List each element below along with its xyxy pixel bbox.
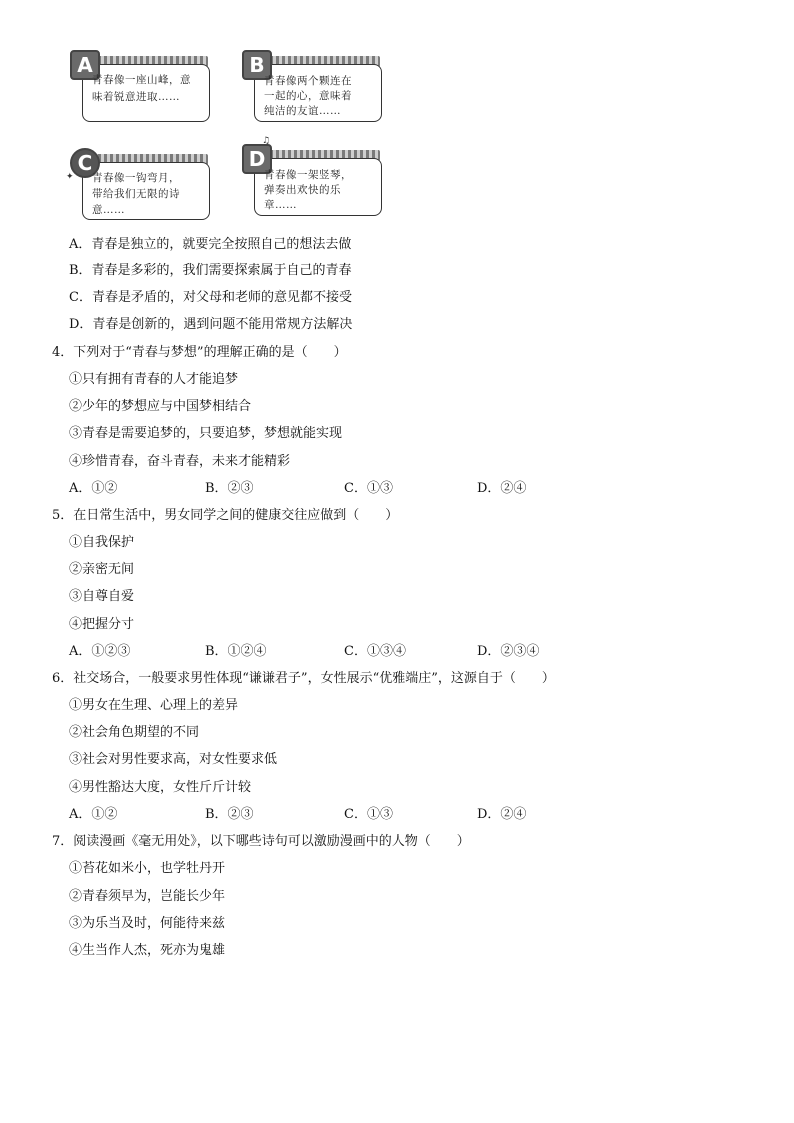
q6-choice-a: A．①②	[69, 807, 118, 822]
q4-choice-b: B．②③	[205, 481, 254, 496]
q5-item: ①自我保护	[69, 535, 135, 550]
q6-choice-c: C．①③	[344, 807, 393, 822]
q3-option-d: D．青春是创新的，遇到问题不能用常规方法解决	[69, 317, 353, 332]
q7-item: ④生当作人杰，死亦为鬼雄	[69, 943, 226, 958]
card-d	[242, 144, 382, 216]
q5-choice-a: A．①②③	[69, 644, 131, 659]
card-text: 青春像一座山峰，意味着锐意进取……	[92, 74, 191, 103]
q4-stem: 4．下列对于“青春与梦想”的理解正确的是（ ）	[52, 345, 347, 360]
card-letter: C	[70, 148, 100, 178]
q5-item: ④把握分寸	[69, 617, 135, 632]
q6-choice-d: D．②④	[477, 807, 527, 822]
q5-choice-d: D．②③④	[477, 644, 540, 659]
illustration-cards	[66, 44, 376, 224]
q4-choice-d: D．②④	[477, 481, 527, 496]
q4-choice-c: C．①③	[344, 481, 393, 496]
q4-item: ③青春是需要追梦的，只要追梦，梦想就能实现	[69, 426, 343, 441]
card-text: 青春像两个颗连在一起的心，意味着纯洁的友谊……	[264, 75, 352, 117]
q3-option-a: A．青春是独立的，就要完全按照自己的想法去做	[69, 237, 352, 252]
music-note-icon: ♫	[262, 136, 271, 146]
card-letter: D	[242, 144, 272, 174]
q4-item: ②少年的梦想应与中国梦相结合	[69, 399, 252, 414]
q6-choice-b: B．②③	[205, 807, 254, 822]
q6-item: ③社会对男性要求高，对女性要求低	[69, 752, 278, 767]
q5-choice-b: B．①②④	[205, 644, 267, 659]
q7-item: ②青春须早为，岂能长少年	[69, 889, 226, 904]
q5-item: ③自尊自爱	[69, 589, 135, 604]
card-text: 青春像一架竖琴，弹奏出欢快的乐章……	[264, 169, 352, 211]
q6-item: ①男女在生理、心理上的差异	[69, 698, 239, 713]
q5-item: ②亲密无间	[69, 562, 135, 577]
q3-option-c: C．青春是矛盾的，对父母和老师的意见都不接受	[69, 290, 352, 305]
q4-item: ④珍惜青春，奋斗青春，未来才能精彩	[69, 454, 291, 469]
card-a	[70, 50, 210, 122]
q7-item: ③为乐当及时，何能待来兹	[69, 916, 226, 931]
card-letter: B	[242, 50, 272, 80]
q6-item: ④男性豁达大度，女性斤斤计较	[69, 780, 252, 795]
q4-choice-a: A．①②	[69, 481, 118, 496]
q6-stem: 6．社交场合，一般要求男性体现“谦谦君子”，女性展示“优雅端庄”，这源自于（ ）	[52, 671, 555, 686]
q3-option-b: B．青春是多彩的，我们需要探索属于自己的青春	[69, 263, 352, 278]
card-text: 青春像一钩弯月，带给我们无限的诗意……	[92, 172, 180, 216]
q5-stem: 5．在日常生活中，男女同学之间的健康交往应做到（ ）	[52, 508, 399, 523]
q6-item: ②社会角色期望的不同	[69, 725, 200, 740]
q7-stem: 7．阅读漫画《毫无用处》，以下哪些诗句可以激励漫画中的人物（ ）	[52, 834, 470, 849]
card-c	[70, 148, 210, 220]
card-b	[242, 50, 382, 122]
q5-choice-c: C．①③④	[344, 644, 406, 659]
card-letter: A	[70, 50, 100, 80]
star-icon: ✦	[66, 172, 74, 182]
q4-item: ①只有拥有青春的人才能追梦	[69, 372, 239, 387]
q7-item: ①苔花如米小，也学牡丹开	[69, 861, 226, 876]
